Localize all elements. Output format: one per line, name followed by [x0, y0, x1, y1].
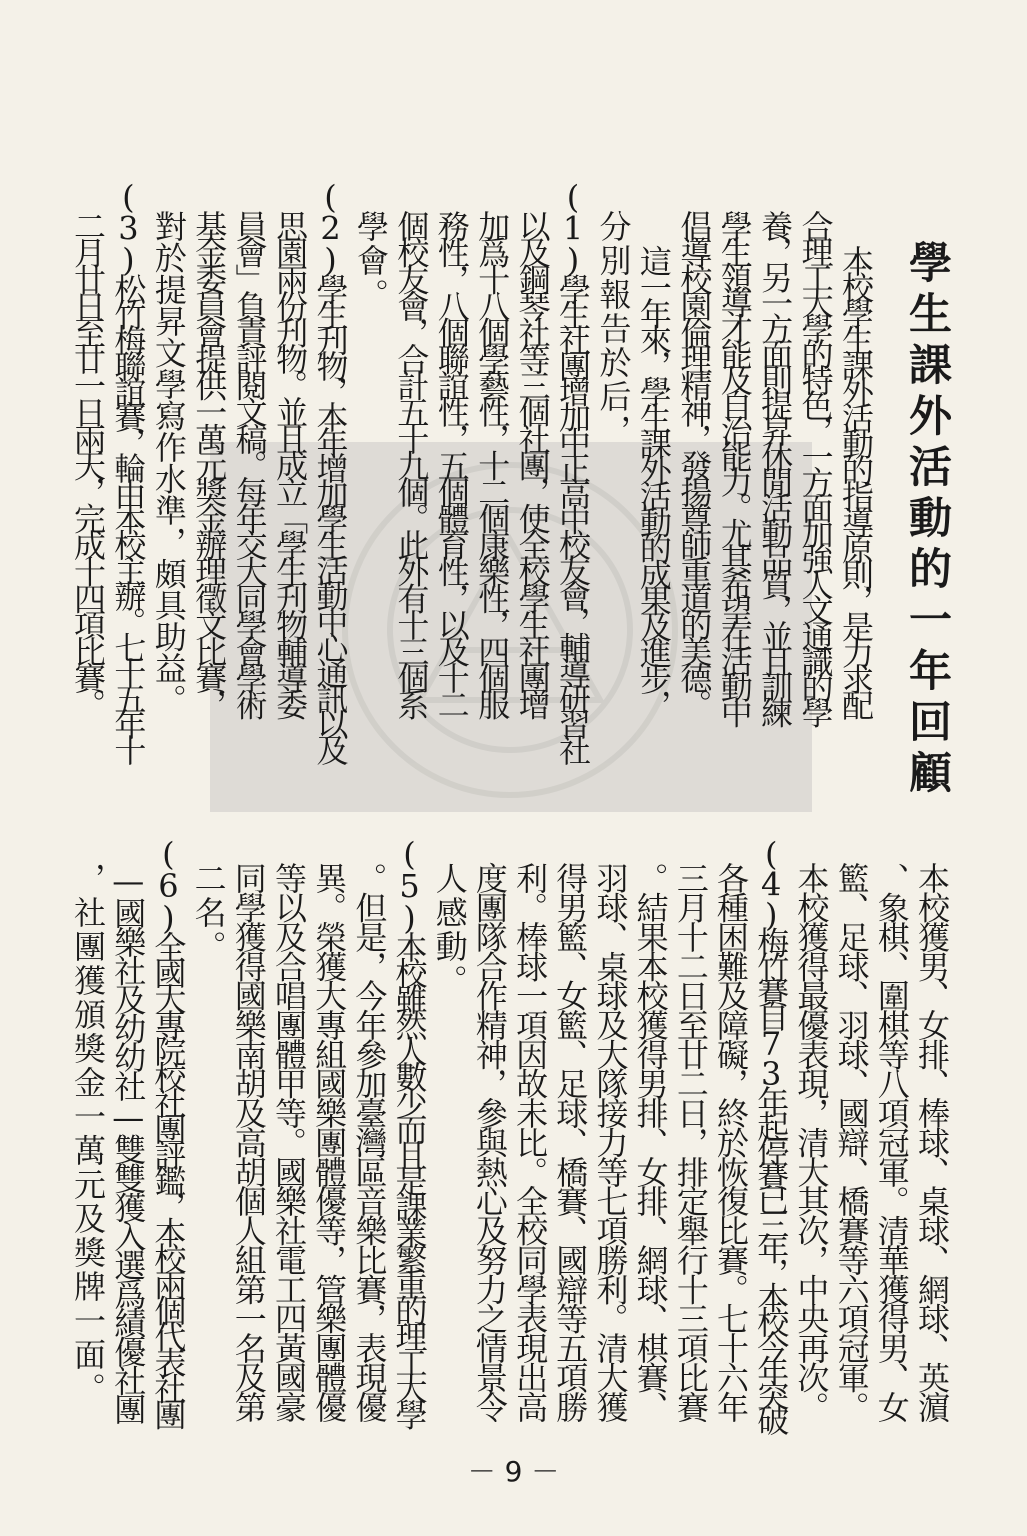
- text-column: (1)學生社團增加中正高中校友會，輔導研習社: [554, 178, 593, 760]
- text-column: 倡導校園倫理精神，發揚尊師重道的美德。: [675, 210, 714, 716]
- text-column: 利。棒球一項因故未比。全校同學表現出高: [511, 862, 550, 1421]
- text-column: 學生領導才能及自治能力。尤其希望在活動中: [715, 210, 754, 723]
- text-column: 度團隊合作精神，參與熱心及努力之情景令: [470, 862, 509, 1421]
- text-column: 加爲十八個學藝性，十二個康樂性，四個服: [473, 210, 512, 716]
- text-column: 同學獲得國樂南胡及高胡個人組第一名及第: [229, 862, 268, 1421]
- text-column: 籃、足球、羽球、國辯、橋賽等六項冠軍。: [832, 862, 871, 1421]
- text-column: 養，另一方面則提昇休閒活動品質，並且訓練: [756, 210, 795, 723]
- page-number: － 9 －: [467, 1455, 560, 1488]
- text-column: (6)全國大專院校社團評鑑，本校兩個代表社團: [149, 835, 188, 1425]
- text-column: 二月廿日至廿一日兩天，完成十四項比賽。: [69, 210, 107, 716]
- text-column: (5)本校雖然人數少而且是課業繁重的理工大學: [390, 835, 429, 1425]
- text-column: 人感動。: [430, 862, 469, 998]
- text-column: 、象棋、圍棋等八項冠軍。清華獲得男、女: [872, 862, 911, 1421]
- text-column: (4)梅竹賽自73年起停賽已三年，本校今年突破: [752, 835, 791, 1429]
- text-column: 羽球、桌球及大隊接力等七項勝利。清大獲: [591, 862, 630, 1421]
- text-column: 得男籃、女籃、足球、橋賽、國辯等五項勝: [551, 862, 590, 1421]
- text-column: 二名。: [189, 862, 228, 964]
- text-column: 務性，八個聯誼性，五個體育性，以及十二: [432, 210, 471, 716]
- text-column: 各種困難及障礙，終於恢復比賽。七十六年: [712, 862, 751, 1421]
- text-column: 基金委員會提供一萬元獎金辦理徵文比賽，: [190, 210, 229, 716]
- text-column: 異。榮獲大專組國樂團體優等，管樂團體優: [310, 862, 349, 1421]
- text-column: 個校友會，合計五十九個。此外有十三個系: [392, 210, 431, 716]
- text-column: 本校學生課外活動的指導原則，是力求配: [837, 245, 875, 716]
- text-column: (2)學生刋物，本年增加學生活動中心通訊以及: [311, 178, 350, 760]
- text-column: 思園兩份刋物。並且成立「學生刋物輔導委: [271, 210, 310, 716]
- text-column: 以及鋼琴社等三個社團，使全校學生社團增: [513, 210, 552, 716]
- text-column: 等以及合唱團體甲等。國樂社電工四黃國豪: [269, 862, 308, 1421]
- text-column: 本校獲男、女排、棒球、桌球、網球、英濵: [913, 862, 951, 1421]
- text-column: 這一年來，學生課外活動的成果及進步，: [634, 245, 673, 716]
- text-column: 合理工大學的特色，一方面加強人文通識的學: [796, 210, 835, 723]
- text-column: 。結果本校獲得男排、女排、網球、棋賽、: [631, 862, 670, 1421]
- text-column: 學會。: [351, 210, 390, 312]
- text-column: 分別報告於后，: [594, 210, 633, 448]
- text-column: —國樂社及幼幼社—雙雙獲入選爲績優社團: [109, 862, 148, 1422]
- text-column: (3)松竹梅聯誼賽，輪由本校主辦。七十五年十: [109, 178, 148, 760]
- article-title: 學生課外活動的一年回顧: [902, 240, 952, 801]
- text-column: ，社團獲頒獎金一萬元及獎牌一面。: [69, 862, 107, 1406]
- text-column: 員會」負責評閱文稿。每年交大同學會學術: [230, 210, 269, 716]
- text-column: 三月十二日至廿二日，排定舉行十三項比賽: [671, 862, 710, 1421]
- text-column: 對於提昇文學寫作水準，頗具助益。: [149, 210, 188, 715]
- text-column: 。但是，今年參加臺灣區音樂比賽，表現優: [350, 862, 389, 1421]
- text-column: 本校獲得最優表現，清大其次，中央再次。: [792, 862, 831, 1421]
